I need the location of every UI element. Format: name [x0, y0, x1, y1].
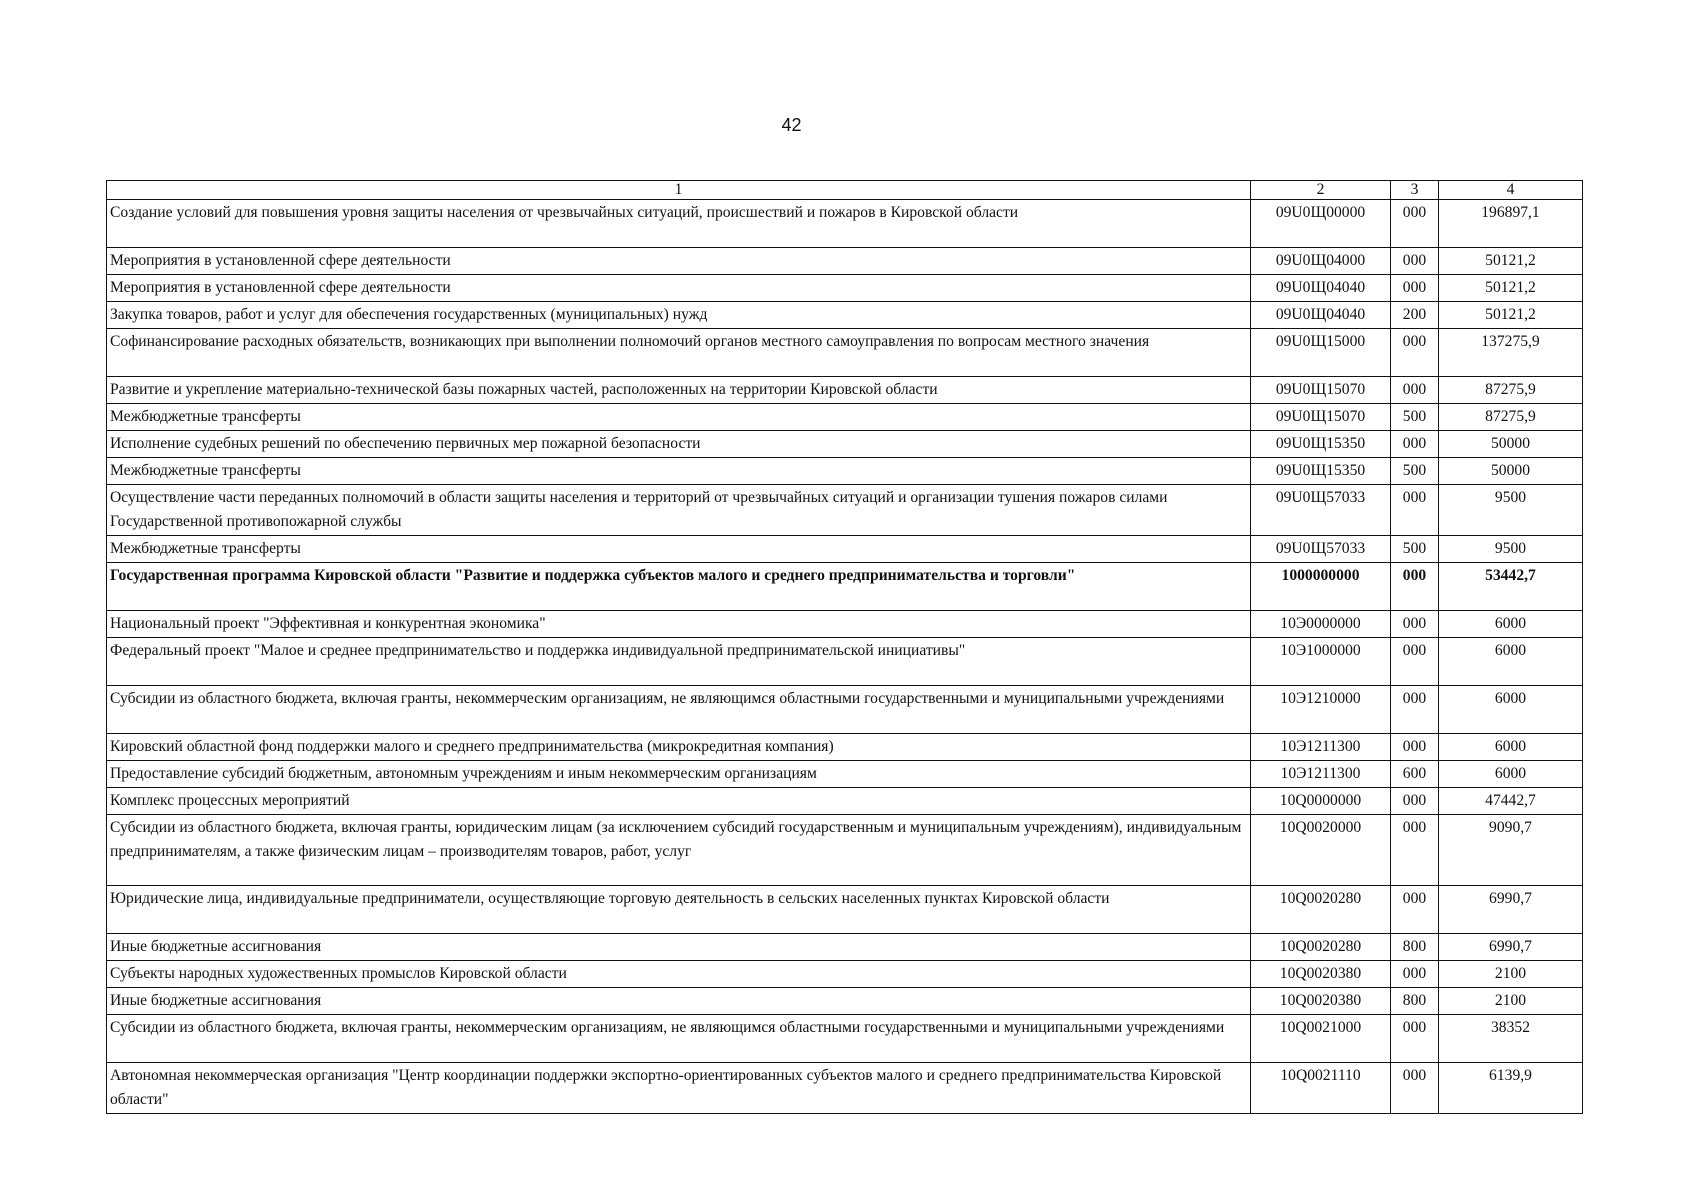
row-description: Иные бюджетные ассигнования — [107, 988, 1251, 1015]
table-body — [107, 200, 1583, 1114]
table-row — [107, 638, 1583, 686]
row-expense-type: 000 — [1391, 961, 1439, 988]
table-row — [107, 611, 1583, 638]
row-amount: 6000 — [1439, 611, 1583, 638]
table-row — [107, 1063, 1583, 1114]
row-amount: 87275,9 — [1439, 404, 1583, 431]
table-row — [107, 329, 1583, 377]
row-expense-type: 600 — [1391, 761, 1439, 788]
table-row — [107, 275, 1583, 302]
row-expense-type: 200 — [1391, 302, 1439, 329]
table-row — [107, 536, 1583, 563]
row-target-code: 10Q0000000 — [1251, 788, 1391, 815]
table-row — [107, 302, 1583, 329]
row-description: Автономная некоммерческая организация "Центр координации поддержки экспортно-ориентированных субъектов малого и среднего предпринимательства Кировской области" — [107, 1063, 1251, 1114]
row-description: Предоставление субсидий бюджетным, автономным учреждениям и иным некоммерческим организациям — [107, 761, 1251, 788]
header-col-2: 2 — [1251, 181, 1391, 200]
row-target-code: 10Э1000000 — [1251, 638, 1391, 686]
table-row — [107, 485, 1583, 536]
row-expense-type: 000 — [1391, 886, 1439, 934]
row-expense-type: 000 — [1391, 200, 1439, 248]
row-expense-type: 000 — [1391, 275, 1439, 302]
row-description: Федеральный проект "Малое и среднее предпринимательство и поддержка индивидуальной предпринимательской инициативы" — [107, 638, 1251, 686]
row-description: Осуществление части переданных полномочий в области защиты населения и территорий от чрезвычайных ситуаций и организации тушения пожаров силами Государственной противопожарной службы — [107, 485, 1251, 536]
row-description: Национальный проект "Эффективная и конкурентная экономика" — [107, 611, 1251, 638]
row-expense-type: 500 — [1391, 404, 1439, 431]
table-row — [107, 961, 1583, 988]
row-expense-type: 000 — [1391, 638, 1439, 686]
row-amount: 196897,1 — [1439, 200, 1583, 248]
row-expense-type: 000 — [1391, 563, 1439, 611]
row-amount: 6139,9 — [1439, 1063, 1583, 1114]
row-target-code: 10Q0020380 — [1251, 961, 1391, 988]
row-amount: 50000 — [1439, 458, 1583, 485]
row-target-code: 10Э0000000 — [1251, 611, 1391, 638]
row-description: Субъекты народных художественных промыслов Кировской области — [107, 961, 1251, 988]
row-amount: 6000 — [1439, 686, 1583, 734]
row-amount: 137275,9 — [1439, 329, 1583, 377]
row-expense-type: 000 — [1391, 1015, 1439, 1063]
table-row — [107, 934, 1583, 961]
page-number: 42 — [781, 115, 802, 135]
row-description: Межбюджетные трансферты — [107, 404, 1251, 431]
row-description: Межбюджетные трансферты — [107, 458, 1251, 485]
row-amount: 6990,7 — [1439, 934, 1583, 961]
table-row — [107, 377, 1583, 404]
table-row — [107, 761, 1583, 788]
row-expense-type: 500 — [1391, 536, 1439, 563]
row-description: Создание условий для повышения уровня защиты населения от чрезвычайных ситуаций, происшествий и пожаров в Кировской области — [107, 200, 1251, 248]
row-amount: 9090,7 — [1439, 815, 1583, 886]
row-target-code: 10Q0021110 — [1251, 1063, 1391, 1114]
row-amount: 50000 — [1439, 431, 1583, 458]
table-row — [107, 248, 1583, 275]
row-amount: 38352 — [1439, 1015, 1583, 1063]
row-amount: 47442,7 — [1439, 788, 1583, 815]
table-row — [107, 734, 1583, 761]
row-expense-type: 000 — [1391, 815, 1439, 886]
row-amount: 6000 — [1439, 734, 1583, 761]
row-amount: 87275,9 — [1439, 377, 1583, 404]
row-target-code: 10Q0020280 — [1251, 886, 1391, 934]
row-target-code: 10Q0021000 — [1251, 1015, 1391, 1063]
row-amount: 50121,2 — [1439, 248, 1583, 275]
row-description: Межбюджетные трансферты — [107, 536, 1251, 563]
table-row — [107, 563, 1583, 611]
row-target-code: 10Q0020000 — [1251, 815, 1391, 886]
row-target-code: 09U0Щ04040 — [1251, 302, 1391, 329]
table-row — [107, 431, 1583, 458]
table-row — [107, 200, 1583, 248]
budget-table — [106, 180, 1583, 1114]
row-target-code: 09U0Щ15070 — [1251, 404, 1391, 431]
row-target-code: 09U0Щ04000 — [1251, 248, 1391, 275]
row-expense-type: 000 — [1391, 248, 1439, 275]
header-col-4: 4 — [1439, 181, 1583, 200]
row-description: Комплекс процессных мероприятий — [107, 788, 1251, 815]
row-target-code: 09U0Щ04040 — [1251, 275, 1391, 302]
row-expense-type: 000 — [1391, 377, 1439, 404]
row-amount: 2100 — [1439, 961, 1583, 988]
row-expense-type: 800 — [1391, 934, 1439, 961]
header-col-3: 3 — [1391, 181, 1439, 200]
row-expense-type: 000 — [1391, 329, 1439, 377]
row-description: Мероприятия в установленной сфере деятельности — [107, 275, 1251, 302]
row-amount: 6990,7 — [1439, 886, 1583, 934]
row-target-code: 10Э1211300 — [1251, 734, 1391, 761]
row-description: Мероприятия в установленной сфере деятельности — [107, 248, 1251, 275]
row-expense-type: 000 — [1391, 788, 1439, 815]
row-description: Субсидии из областного бюджета, включая гранты, некоммерческим организациям, не являющимся областными государственными и муниципальными учреждениями — [107, 1015, 1251, 1063]
row-description: Развитие и укрепление материально-технической базы пожарных частей, расположенных на территории Кировской области — [107, 377, 1251, 404]
row-description: Софинансирование расходных обязательств, возникающих при выполнении полномочий органов местного самоуправления по вопросам местного значения — [107, 329, 1251, 377]
row-description: Кировский областной фонд поддержки малого и среднего предпринимательства (микрокредитная компания) — [107, 734, 1251, 761]
row-target-code: 10Q0020380 — [1251, 988, 1391, 1015]
row-amount: 50121,2 — [1439, 275, 1583, 302]
row-amount: 6000 — [1439, 638, 1583, 686]
row-description: Иные бюджетные ассигнования — [107, 934, 1251, 961]
row-description: Юридические лица, индивидуальные предприниматели, осуществляющие торговую деятельность в сельских населенных пунктах Кировской области — [107, 886, 1251, 934]
table-row — [107, 458, 1583, 485]
row-target-code: 09U0Щ15000 — [1251, 329, 1391, 377]
row-expense-type: 000 — [1391, 431, 1439, 458]
table-row — [107, 886, 1583, 934]
table-row — [107, 788, 1583, 815]
row-target-code: 10Э1210000 — [1251, 686, 1391, 734]
row-description: Субсидии из областного бюджета, включая гранты, юридическим лицам (за исключением субсидий государственным и муниципальным учреждениям), индивидуальным предпринимателям, а также физическим лицам – производителям товаров, работ, услуг — [107, 815, 1251, 886]
row-target-code: 09U0Щ15350 — [1251, 431, 1391, 458]
row-amount: 9500 — [1439, 536, 1583, 563]
row-amount: 9500 — [1439, 485, 1583, 536]
row-description: Субсидии из областного бюджета, включая гранты, некоммерческим организациям, не являющимся областными государственными и муниципальными учреждениями — [107, 686, 1251, 734]
table-row — [107, 1015, 1583, 1063]
row-target-code: 09U0Щ57033 — [1251, 485, 1391, 536]
row-description: Исполнение судебных решений по обеспечению первичных мер пожарной безопасности — [107, 431, 1251, 458]
row-amount: 53442,7 — [1439, 563, 1583, 611]
row-target-code: 09U0Щ15070 — [1251, 377, 1391, 404]
table-row — [107, 988, 1583, 1015]
row-description: Закупка товаров, работ и услуг для обеспечения государственных (муниципальных) нужд — [107, 302, 1251, 329]
row-target-code: 10Э1211300 — [1251, 761, 1391, 788]
header-row — [107, 181, 1583, 200]
row-expense-type: 500 — [1391, 458, 1439, 485]
row-expense-type: 000 — [1391, 485, 1439, 536]
row-amount: 2100 — [1439, 988, 1583, 1015]
row-target-code: 09U0Щ15350 — [1251, 458, 1391, 485]
table-row — [107, 815, 1583, 886]
row-expense-type: 000 — [1391, 734, 1439, 761]
row-expense-type: 800 — [1391, 988, 1439, 1015]
table-row — [107, 404, 1583, 431]
row-amount: 50121,2 — [1439, 302, 1583, 329]
row-expense-type: 000 — [1391, 611, 1439, 638]
row-target-code: 09U0Щ57033 — [1251, 536, 1391, 563]
header-col-1: 1 — [107, 181, 1251, 200]
row-expense-type: 000 — [1391, 686, 1439, 734]
row-description: Государственная программа Кировской области "Развитие и поддержка субъектов малого и среднего предпринимательства и торговли" — [107, 563, 1251, 611]
row-expense-type: 000 — [1391, 1063, 1439, 1114]
row-target-code: 1000000000 — [1251, 563, 1391, 611]
row-target-code: 09U0Щ00000 — [1251, 200, 1391, 248]
row-amount: 6000 — [1439, 761, 1583, 788]
table-row — [107, 686, 1583, 734]
row-target-code: 10Q0020280 — [1251, 934, 1391, 961]
